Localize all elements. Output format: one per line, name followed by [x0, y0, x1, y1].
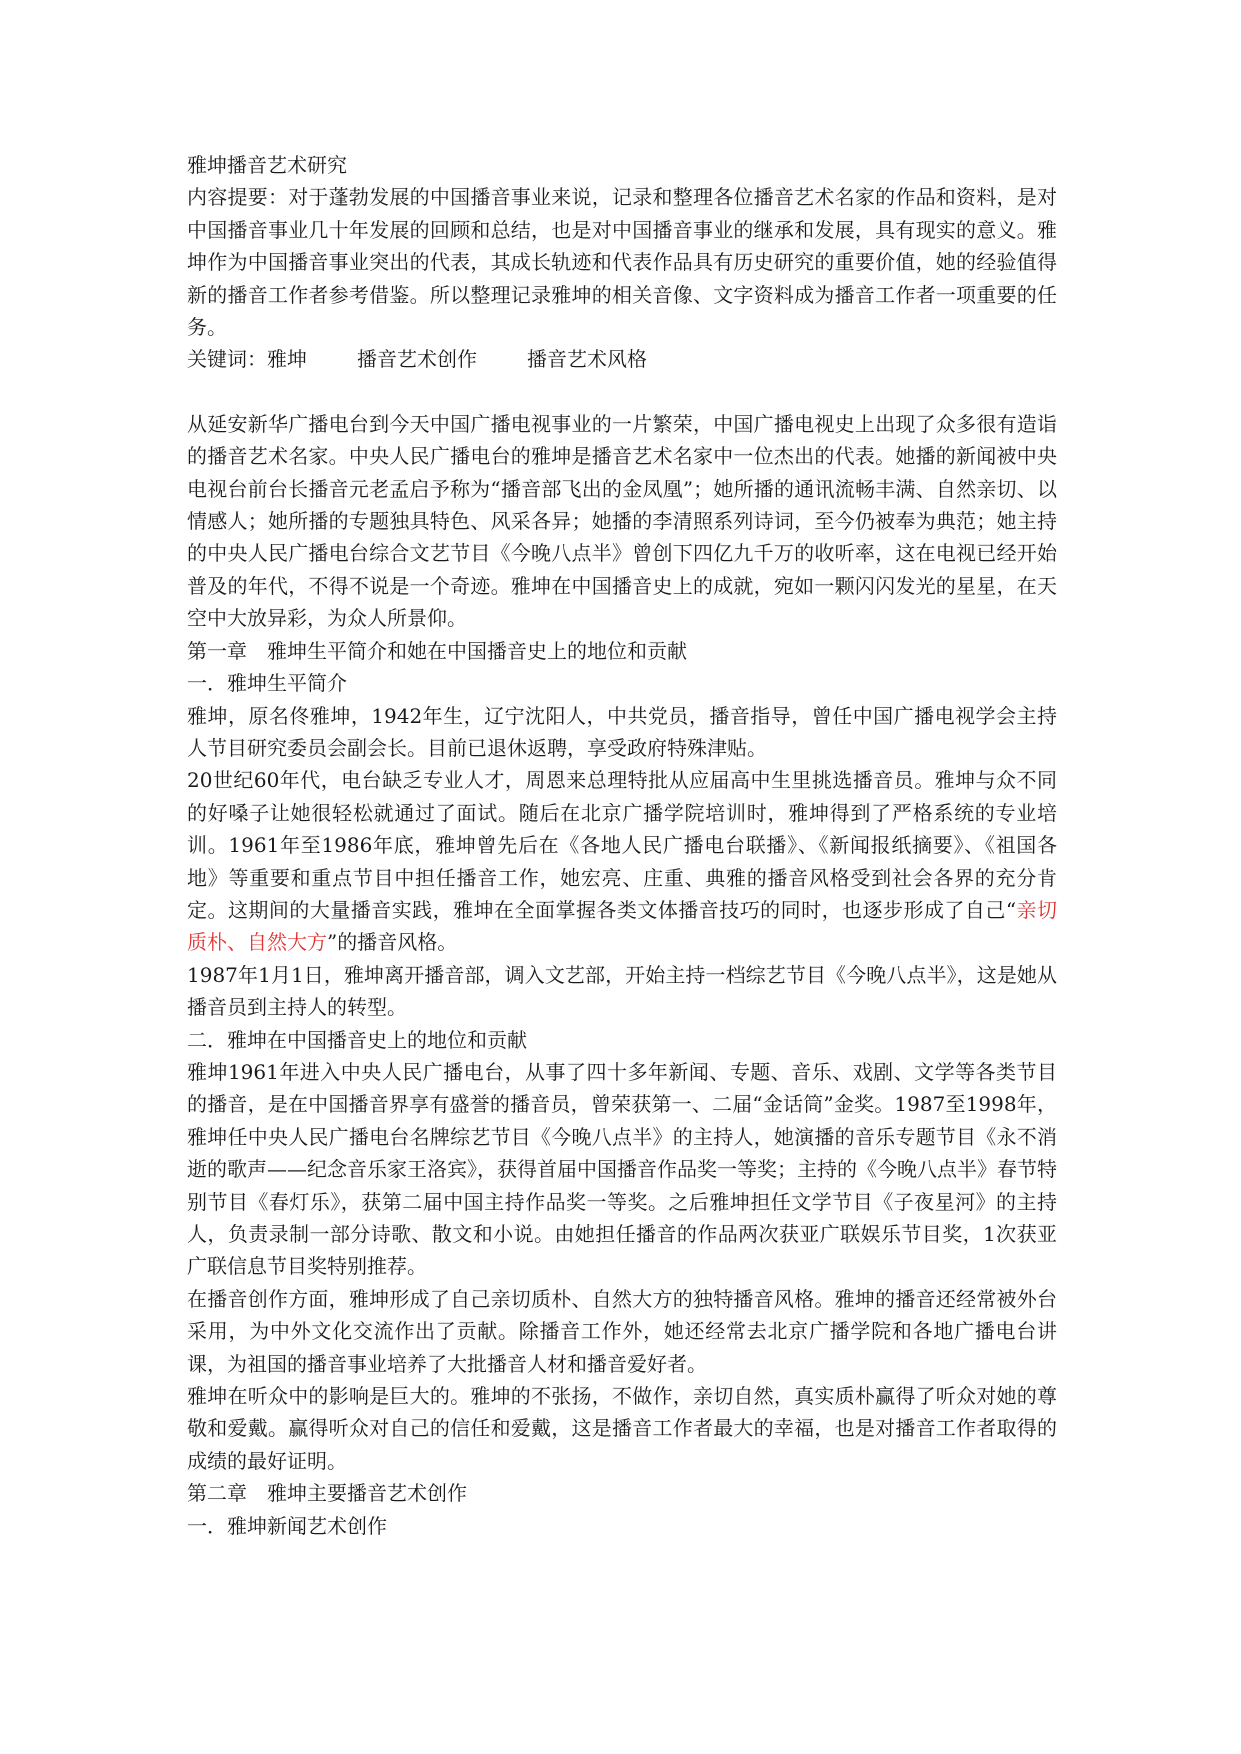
- keyword-item: 雅坤: [267, 347, 307, 372]
- chapter-heading: 第一章 雅坤生平简介和她在中国播音史上的地位和贡献: [187, 638, 687, 663]
- abstract-paragraph: 内容提要：对于蓬勃发展的中国播音事业来说，记录和整理各位播音艺术名家的作品和资料，是对中国播音事业几十年发展的回顾和总结，也是对中国播音事业的继承和发展，具有现实的意义。雅坤作为中国播音事业突出的代表，其成长轨迹和代表作品具有历史研究的重要价值，她的经验值得新的播音工作者参考借鉴。所以整理记录雅坤的相关音像、文字资料成为播音工作者一项重要的任务。: [187, 185, 1057, 340]
- keyword-item: 播音艺术创作: [357, 347, 477, 372]
- highlighted-text: 亲切质朴、自然大方: [187, 897, 1058, 955]
- section-heading: 二．雅坤在中国播音史上的地位和贡献: [187, 1027, 527, 1052]
- paragraph-text: 20世纪60年代，电台缺乏专业人才，周恩来总理特批从应届高中生里挑选播音员。雅坤与众不同的好嗓子让她很轻松就通过了面试。随后在北京广播学院培训时，雅坤得到了严格系统的专业培训。1961年至1986年底，雅坤曾先后在《各地人民广播电台联播》、《新闻报纸摘要》、《祖国各地》等重要和重点节目中担任播音工作，她宏亮、庄重、典雅的播音风格受到社会各界的充分肯定。这期间的大量播音实践，雅坤在全面掌握各类文体播音技巧的同时，也逐步形成了自己“: [187, 768, 1057, 922]
- body-paragraph: [187, 764, 1057, 958]
- section-heading: 一．雅坤新闻艺术创作: [187, 1513, 387, 1538]
- paragraph-text: ”的播音风格。: [327, 930, 458, 955]
- keywords-label: 关键词：: [187, 347, 267, 372]
- body-paragraph: 雅坤，原名佟雅坤，1942年生，辽宁沈阳人，中共党员，播音指导，曾任中国广播电视学会主持人节目研究委员会副会长。目前已退休返聘，享受政府特殊津贴。: [187, 703, 1057, 760]
- document-title: 雅坤播音艺术研究: [187, 153, 347, 177]
- document-body: [187, 149, 1057, 1542]
- keyword-item: 播音艺术风格: [527, 347, 647, 372]
- keywords-line: [187, 343, 1057, 375]
- body-paragraph: 1987年1月1日，雅坤离开播音部，调入文艺部，开始主持一档综艺节目《今晚八点半》，这是她从播音员到主持人的转型。: [187, 962, 1057, 1020]
- intro-paragraph: 从延安新华广播电台到今天中国广播电视事业的一片繁荣，中国广播电视史上出现了众多很有造诣的播音艺术名家。中央人民广播电台的雅坤是播音艺术名家中一位杰出的代表。她播的新闻被中央电视台前台长播音元老孟启予称为“播音部飞出的金凤凰”；她所播的通讯流畅丰满、自然亲切、以情感人；她所播的专题独具特色、风采各异；她播的李清照系列诗词，至今仍被奉为典范；她主持的中央人民广播电台综合文艺节目《今晚八点半》曾创下四亿九千万的收听率，这在电视已经开始普及的年代，不得不说是一个奇迹。雅坤在中国播音史上的成就，宛如一颗闪闪发光的星星，在天空中大放异彩，为众人所景仰。: [187, 411, 1057, 631]
- body-paragraph: 在播音创作方面，雅坤形成了自己亲切质朴、自然大方的独特播音风格。雅坤的播音还经常被外台采用，为中外文化交流作出了贡献。除播音工作外，她还经常去北京广播学院和各地广播电台讲课，为祖国的播音事业培养了大批播音人材和播音爱好者。: [187, 1286, 1057, 1376]
- chapter-heading: 第二章 雅坤主要播音艺术创作: [187, 1481, 467, 1506]
- section-heading: 一．雅坤生平简介: [187, 671, 347, 696]
- body-paragraph: 雅坤在听众中的影响是巨大的。雅坤的不张扬，不做作，亲切自然，真实质朴赢得了听众对她的尊敬和爱戴。赢得听众对自己的信任和爱戴，这是播音工作者最大的幸福，也是对播音工作者取得的成绩的最好证明。: [187, 1384, 1057, 1473]
- body-paragraph: 雅坤1961年进入中央人民广播电台，从事了四十多年新闻、专题、音乐、戏剧、文学等各类节目的播音，是在中国播音界享有盛誉的播音员，曾荣获第一、二届“金话筒”金奖。1987至1998年，雅坤任中央人民广播电台名牌综艺节目《今晚八点半》的主持人，她演播的音乐专题节目《永不消逝的歌声——纪念音乐家王洛宾》，获得首届中国播音作品奖一等奖；主持的《今晚八点半》春节特别节目《春灯乐》，获第二届中国主持作品奖一等奖。之后雅坤担任文学节目《子夜星河》的主持人，负责录制一部分诗歌、散文和小说。由她担任播音的作品两次获亚广联娱乐节目奖，1次获亚广联信息节目奖特别推荐。: [187, 1059, 1057, 1279]
